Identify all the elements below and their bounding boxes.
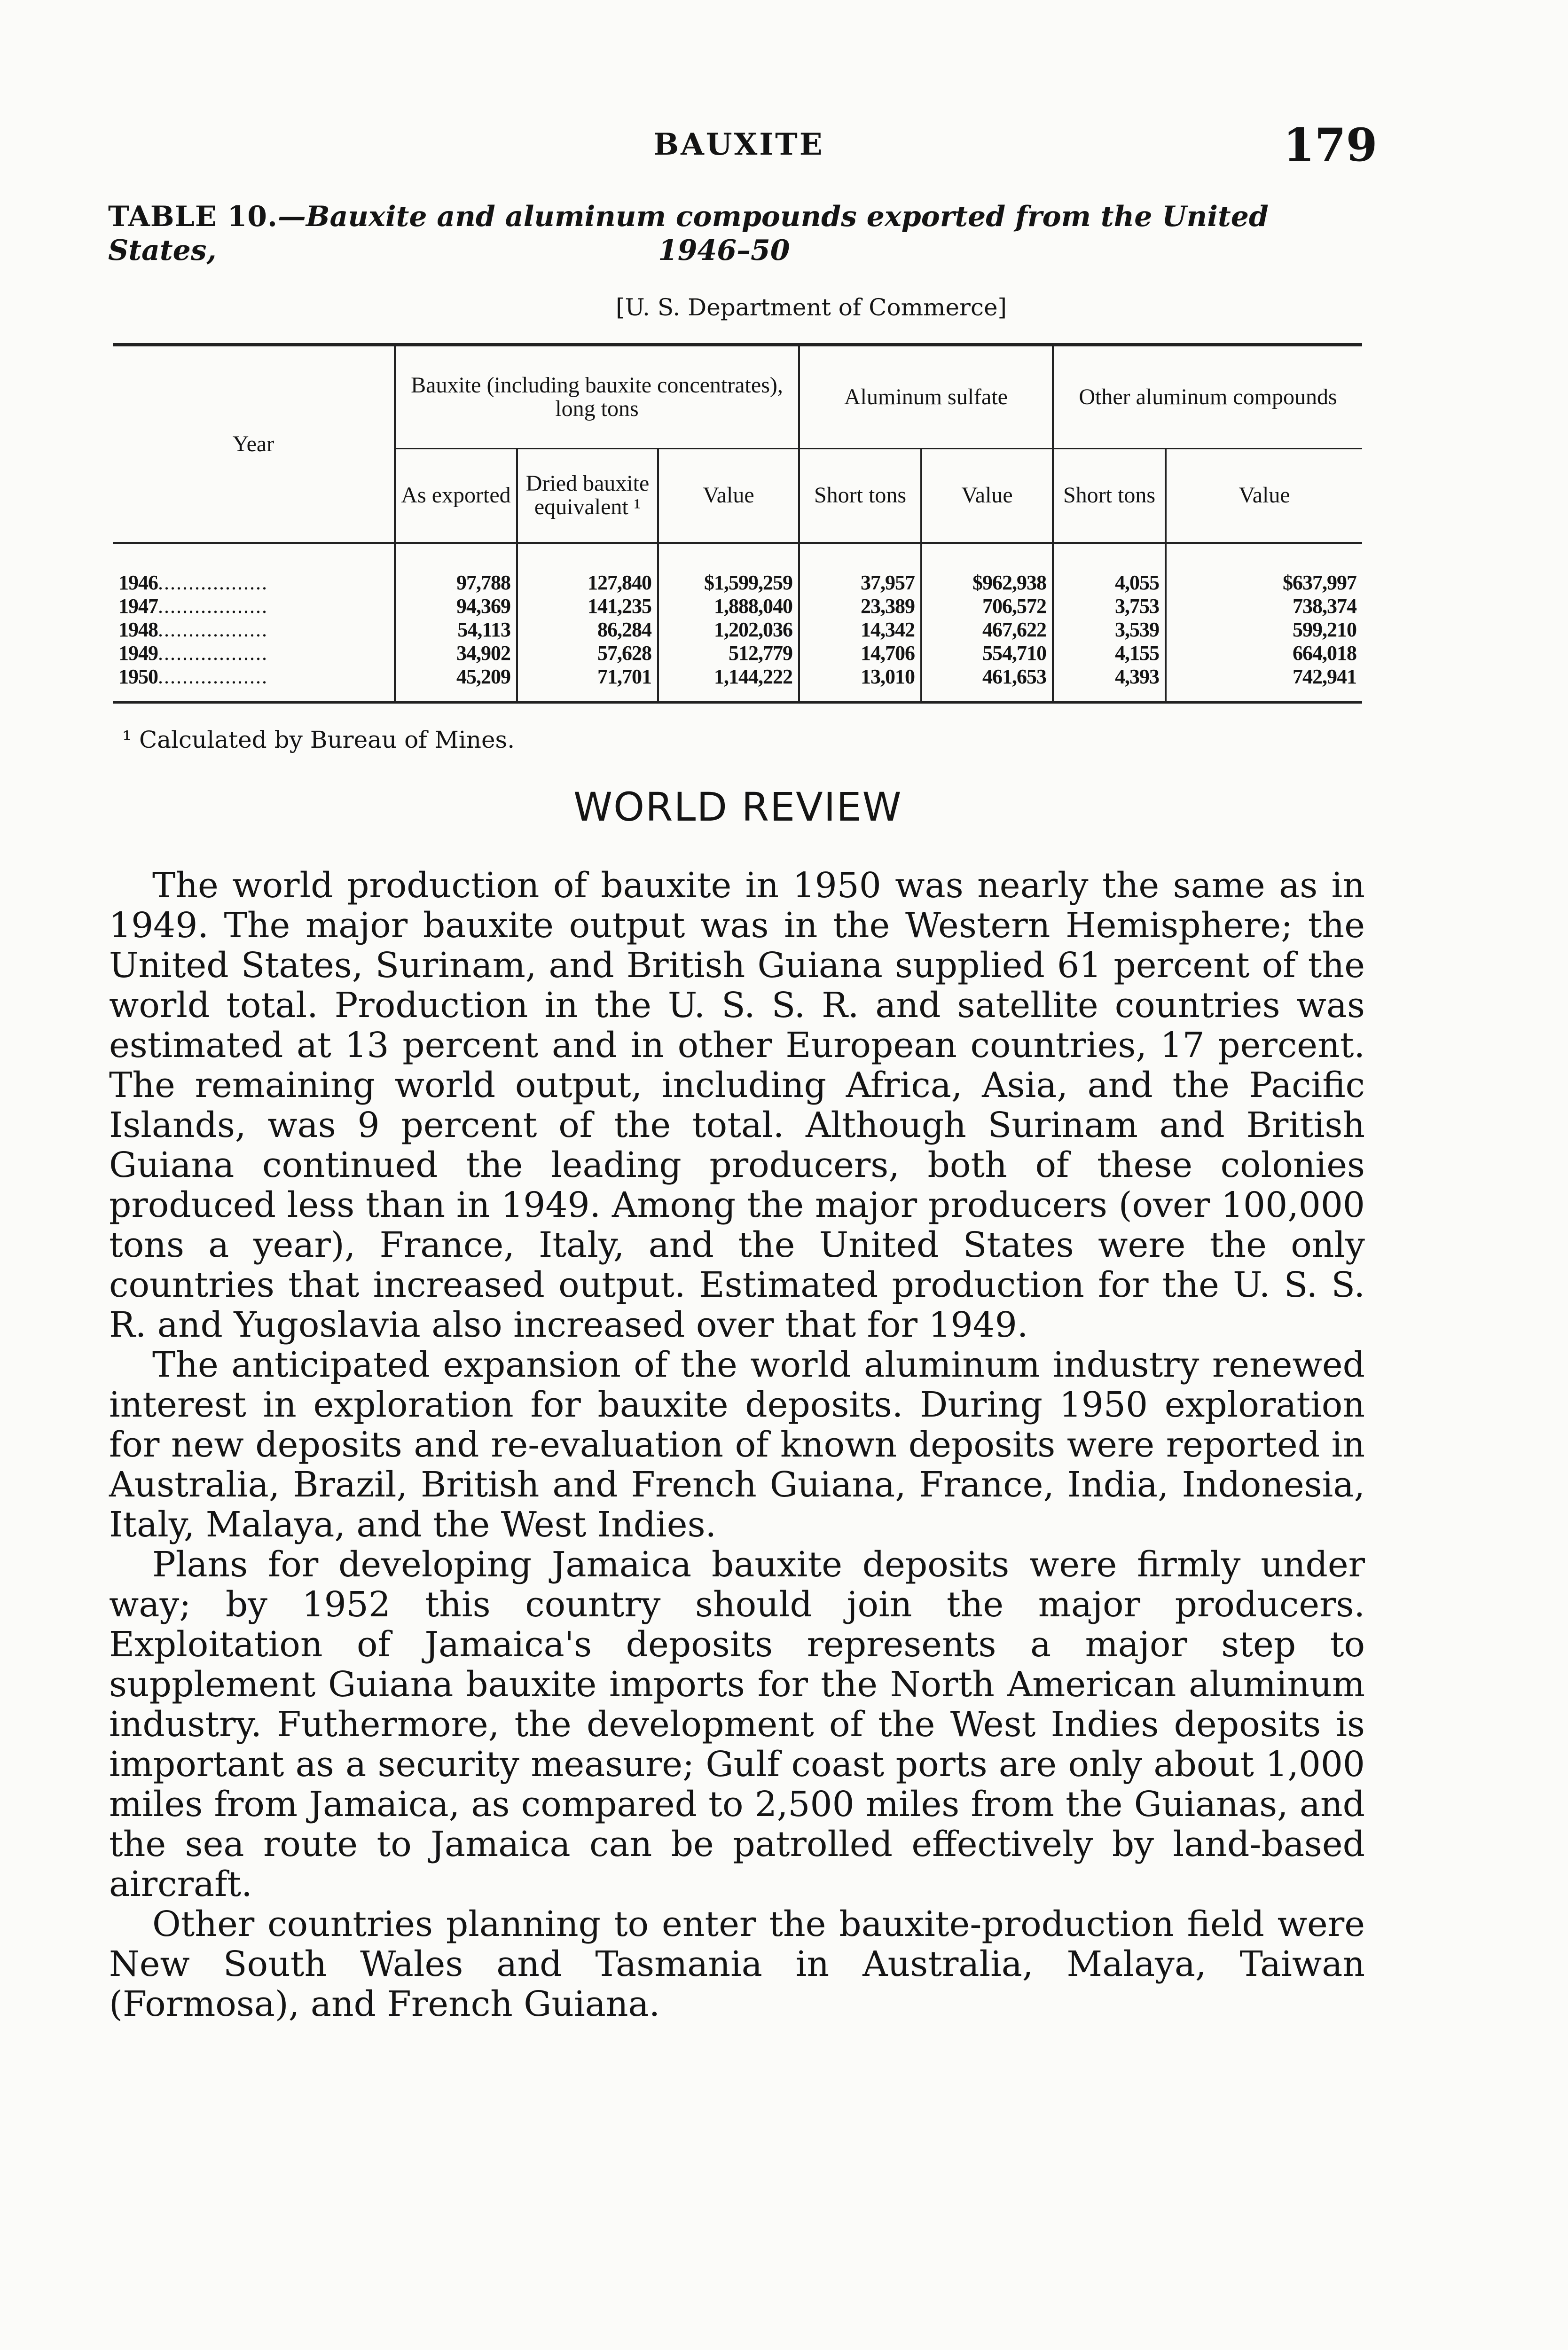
header-dried-equivalent: Dried bauxite equivalent ¹	[517, 449, 658, 543]
cell-as-exported: 34,902	[395, 642, 517, 665]
table-title-line1: —Bauxite and aluminum compounds exported from the United States,	[108, 200, 1269, 267]
paragraph: Other countries planning to enter the bauxite-production field were New South Wales and Tasmania in Australia, Malaya, Taiwan (Formosa), and French Guiana.	[109, 1904, 1365, 2024]
paragraph: The world production of bauxite in 1950 was nearly the same as in 1949. The major bauxite output was in the Western Hemisphere; the United States, Surinam, and British Guiana supplied 61 percent of the world total. Production in the U. S. S. R. and satellite countries was estimated at 13 percent and in other European countries, 17 percent. The remaining world output, including Africa, Asia, and the Pacific Islands, was 9 percent of the total. Although Surinam and British Guiana continued the leading producers, both of these colonies produced less than in 1949. Among the major producers (over 100,000 tons a year), France, Italy, and the United States were the only countries that increased output. Estimated production for the U. S. S. R. and Yugoslavia also increased over that for 1949.	[109, 865, 1365, 1345]
cell-as-exported: 94,369	[395, 595, 517, 618]
cell-other-tons: 3,539	[1053, 618, 1166, 642]
cell-other-value: 742,941	[1166, 665, 1362, 702]
header-year: Year	[113, 345, 395, 543]
table-row	[113, 642, 1362, 665]
table-title-line2: 1946–50	[658, 234, 790, 267]
body-text	[109, 866, 1365, 2024]
page-number: 179	[1283, 118, 1378, 172]
cell-sulfate-value: 461,653	[921, 665, 1053, 702]
header-aluminum-sulfate-group: Aluminum sulfate	[799, 345, 1053, 449]
cell-dried: 127,840	[517, 543, 658, 595]
cell-dried: 71,701	[517, 665, 658, 702]
cell-other-value: 599,210	[1166, 618, 1362, 642]
cell-sulfate-tons: 23,389	[799, 595, 921, 618]
table-row	[113, 543, 1362, 595]
cell-bauxite-value: 512,779	[658, 642, 799, 665]
cell-sulfate-value: 706,572	[921, 595, 1053, 618]
cell-bauxite-value: $1,599,259	[658, 543, 799, 595]
cell-other-tons: 4,055	[1053, 543, 1166, 595]
exports-table-grid	[113, 343, 1362, 704]
cell-other-tons: 4,393	[1053, 665, 1166, 702]
cell-as-exported: 45,209	[395, 665, 517, 702]
header-as-exported: As exported	[395, 449, 517, 543]
header-other-short-tons: Short tons	[1053, 449, 1166, 543]
cell-other-value: 664,018	[1166, 642, 1362, 665]
cell-as-exported: 54,113	[395, 618, 517, 642]
cell-sulfate-tons: 13,010	[799, 665, 921, 702]
table-source: [U. S. Department of Commerce]	[616, 294, 1007, 321]
row-year: 1947..................	[118, 594, 268, 618]
cell-sulfate-value: 554,710	[921, 642, 1053, 665]
table-row	[113, 665, 1362, 702]
row-year: 1949..................	[118, 641, 268, 665]
cell-bauxite-value: 1,888,040	[658, 595, 799, 618]
table-footnote: ¹ Calculated by Bureau of Mines.	[122, 726, 515, 753]
table-label: TABLE 10.	[108, 200, 278, 233]
cell-dried: 141,235	[517, 595, 658, 618]
cell-other-tons: 4,155	[1053, 642, 1166, 665]
row-year: 1946..................	[118, 571, 268, 594]
cell-dried: 57,628	[517, 642, 658, 665]
header-bauxite-value: Value	[658, 449, 799, 543]
paragraph: The anticipated expansion of the world aluminum industry renewed interest in exploration for bauxite deposits. During 1950 exploration for new deposits and re-evaluation of known deposits were reported in Australia, Brazil, British and French Guiana, France, India, Indonesia, Italy, Malaya, and the West Indies.	[109, 1345, 1365, 1545]
cell-bauxite-value: 1,202,036	[658, 618, 799, 642]
cell-other-value: 738,374	[1166, 595, 1362, 618]
cell-bauxite-value: 1,144,222	[658, 665, 799, 702]
row-year: 1950..................	[113, 665, 395, 702]
table-row	[113, 618, 1362, 642]
section-heading: WORLD REVIEW	[573, 784, 902, 830]
header-other-value: Value	[1166, 449, 1362, 543]
row-year: 1948..................	[118, 618, 268, 641]
header-bauxite-group: Bauxite (including bauxite concentrates), long tons	[395, 345, 799, 449]
cell-sulfate-tons: 14,342	[799, 618, 921, 642]
table-body	[113, 543, 1362, 702]
cell-as-exported: 97,788	[395, 543, 517, 595]
cell-sulfate-tons: 37,957	[799, 543, 921, 595]
running-head: BAUXITE	[653, 127, 824, 162]
header-sulfate-value: Value	[921, 449, 1053, 543]
cell-dried: 86,284	[517, 618, 658, 642]
table-row	[113, 595, 1362, 618]
cell-sulfate-value: $962,938	[921, 543, 1053, 595]
paragraph: Plans for developing Jamaica bauxite deposits were firmly under way; by 1952 this country should join the major producers. Exploitation of Jamaica's deposits represents a major step to supplement Guiana bauxite imports for the North American aluminum industry. Futhermore, the development of the West Indies deposits is important as a security measure; Gulf coast ports are only about 1,000 miles from Jamaica, as compared to 2,500 miles from the Guianas, and the sea route to Jamaica can be patrolled effectively by land-based aircraft.	[109, 1544, 1365, 1904]
cell-other-value: $637,997	[1166, 543, 1362, 595]
cell-sulfate-value: 467,622	[921, 618, 1053, 642]
header-sulfate-short-tons: Short tons	[799, 449, 921, 543]
cell-other-tons: 3,753	[1053, 595, 1166, 618]
exports-table	[113, 343, 1362, 704]
cell-sulfate-tons: 14,706	[799, 642, 921, 665]
header-other-compounds-group: Other aluminum compounds	[1053, 345, 1362, 449]
table-title	[108, 200, 1377, 267]
